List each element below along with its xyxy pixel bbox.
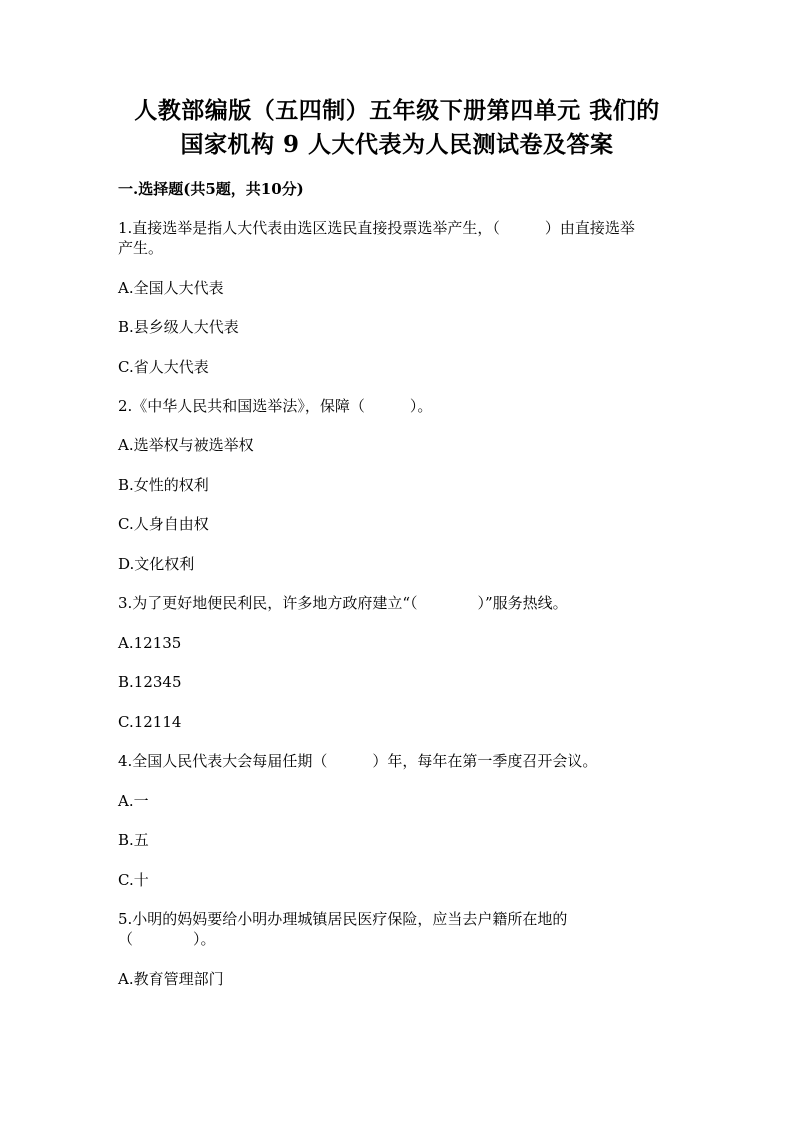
question-1-option-a: A.全国人大代表: [118, 279, 224, 297]
question-3-stem: 3.为了更好地便民利民，许多地方政府建立“（ ）”服务热线。: [118, 594, 568, 612]
question-2-stem: 2.《中华人民共和国选举法》，保障（ ）。: [118, 397, 433, 415]
question-3-option-c: C.12114: [118, 713, 182, 731]
question-1-option-b: B.县乡级人大代表: [118, 318, 239, 336]
question-2-option-c: C.人身自由权: [118, 515, 209, 533]
question-4-option-c: C.十: [118, 871, 149, 889]
question-3-option-b: B.12345: [118, 673, 182, 691]
section-heading: 一.选择题(共5题，共10分): [118, 180, 304, 198]
question-5-option-a: A.教育管理部门: [118, 970, 224, 988]
question-2-option-b: B.女性的权利: [118, 476, 209, 494]
document-title-line-2: 国家机构 9 人大代表为人民测试卷及答案: [180, 131, 614, 158]
question-3-option-a: A.12135: [118, 634, 182, 652]
question-4-option-a: A.一: [118, 792, 149, 810]
question-2-option-a: A.选举权与被选举权: [118, 436, 254, 454]
question-1-stem-continued: 产生。: [118, 239, 164, 257]
question-5-stem: 5.小明的妈妈要给小明办理城镇居民医疗保险，应当去户籍所在地的: [118, 910, 568, 928]
question-4-stem: 4.全国人民代表大会每届任期（ ）年，每年在第一季度召开会议。: [118, 752, 598, 770]
question-1-stem: 1.直接选举是指人大代表由选区选民直接投票选举产生，（ ）由直接选举: [118, 219, 635, 237]
question-4-option-b: B.五: [118, 831, 149, 849]
question-1-option-c: C.省人大代表: [118, 358, 209, 376]
question-5-stem-continued: （ ）。: [118, 930, 216, 948]
question-2-option-d: D.文化权利: [118, 555, 195, 573]
document-title-line-1: 人教部编版（五四制）五年级下册第四单元 我们的: [134, 97, 660, 124]
